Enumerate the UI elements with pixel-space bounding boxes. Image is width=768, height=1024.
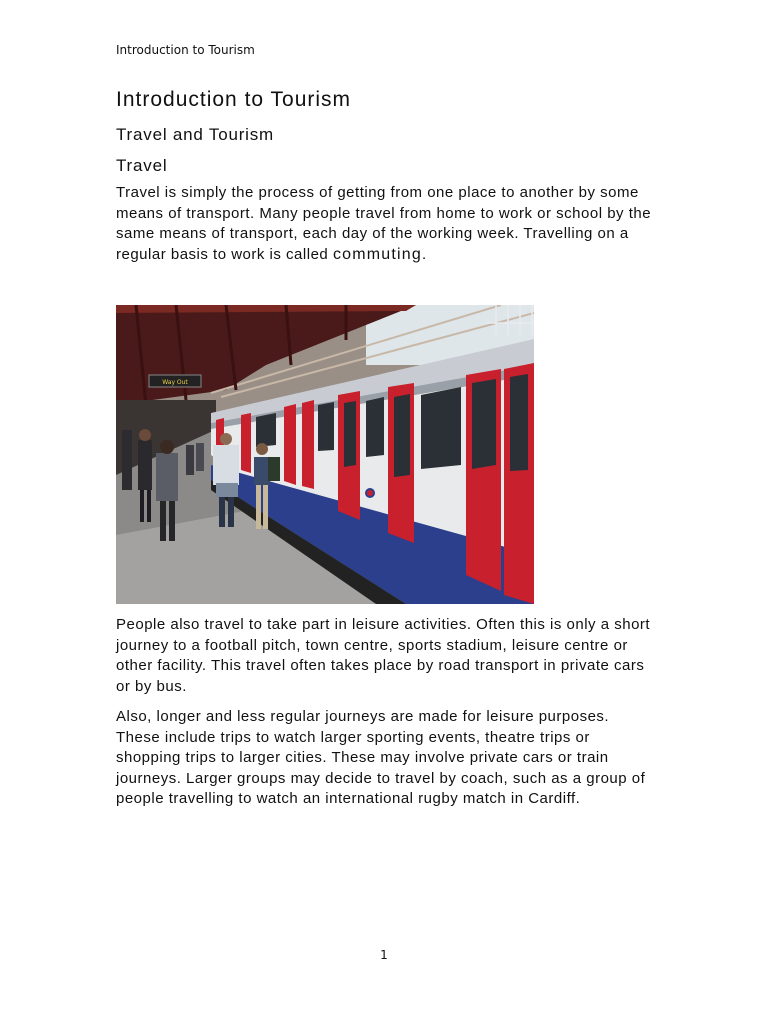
paragraph-leisure-long: Also, longer and less regular journeys are made for leisure purposes. These include trips to watch larger sporting events, theatre trips or shopping trips to larger cities. These may involve private cars or train journeys. Larger groups may decide to travel by coach, such as a group of people travelling to watch an international rugby match in Cardiff. bbox=[116, 708, 646, 807]
paragraph-commuting-text: Travel is simply the process of getting from one place to another by some means of transport. Many people travel from home to work or school by the same means of transport, each day of the working week. Travelling on a regular basis to work is called bbox=[116, 184, 652, 263]
section-heading: Travel and Tourism bbox=[116, 125, 275, 144]
way-out-sign: Way Out bbox=[162, 379, 188, 386]
page-number: 1 bbox=[380, 948, 388, 962]
paragraph-commuting-end: . bbox=[422, 245, 427, 263]
document-title: Introduction to Tourism bbox=[116, 88, 352, 111]
subsection-heading: Travel bbox=[116, 156, 168, 175]
train-platform-photo bbox=[116, 305, 534, 604]
paragraph-commuting bbox=[116, 183, 656, 265]
paragraph-leisure-short: People also travel to take part in leisure activities. Often this is only a short journey to a football pitch, town centre, sports stadium, leisure centre or other facility. This travel often takes place by road transport in private cars or by bus. bbox=[116, 616, 651, 695]
running-header: Introduction to Tourism bbox=[116, 43, 255, 57]
document-body bbox=[116, 86, 656, 820]
commuting-term: commuting bbox=[332, 245, 422, 263]
